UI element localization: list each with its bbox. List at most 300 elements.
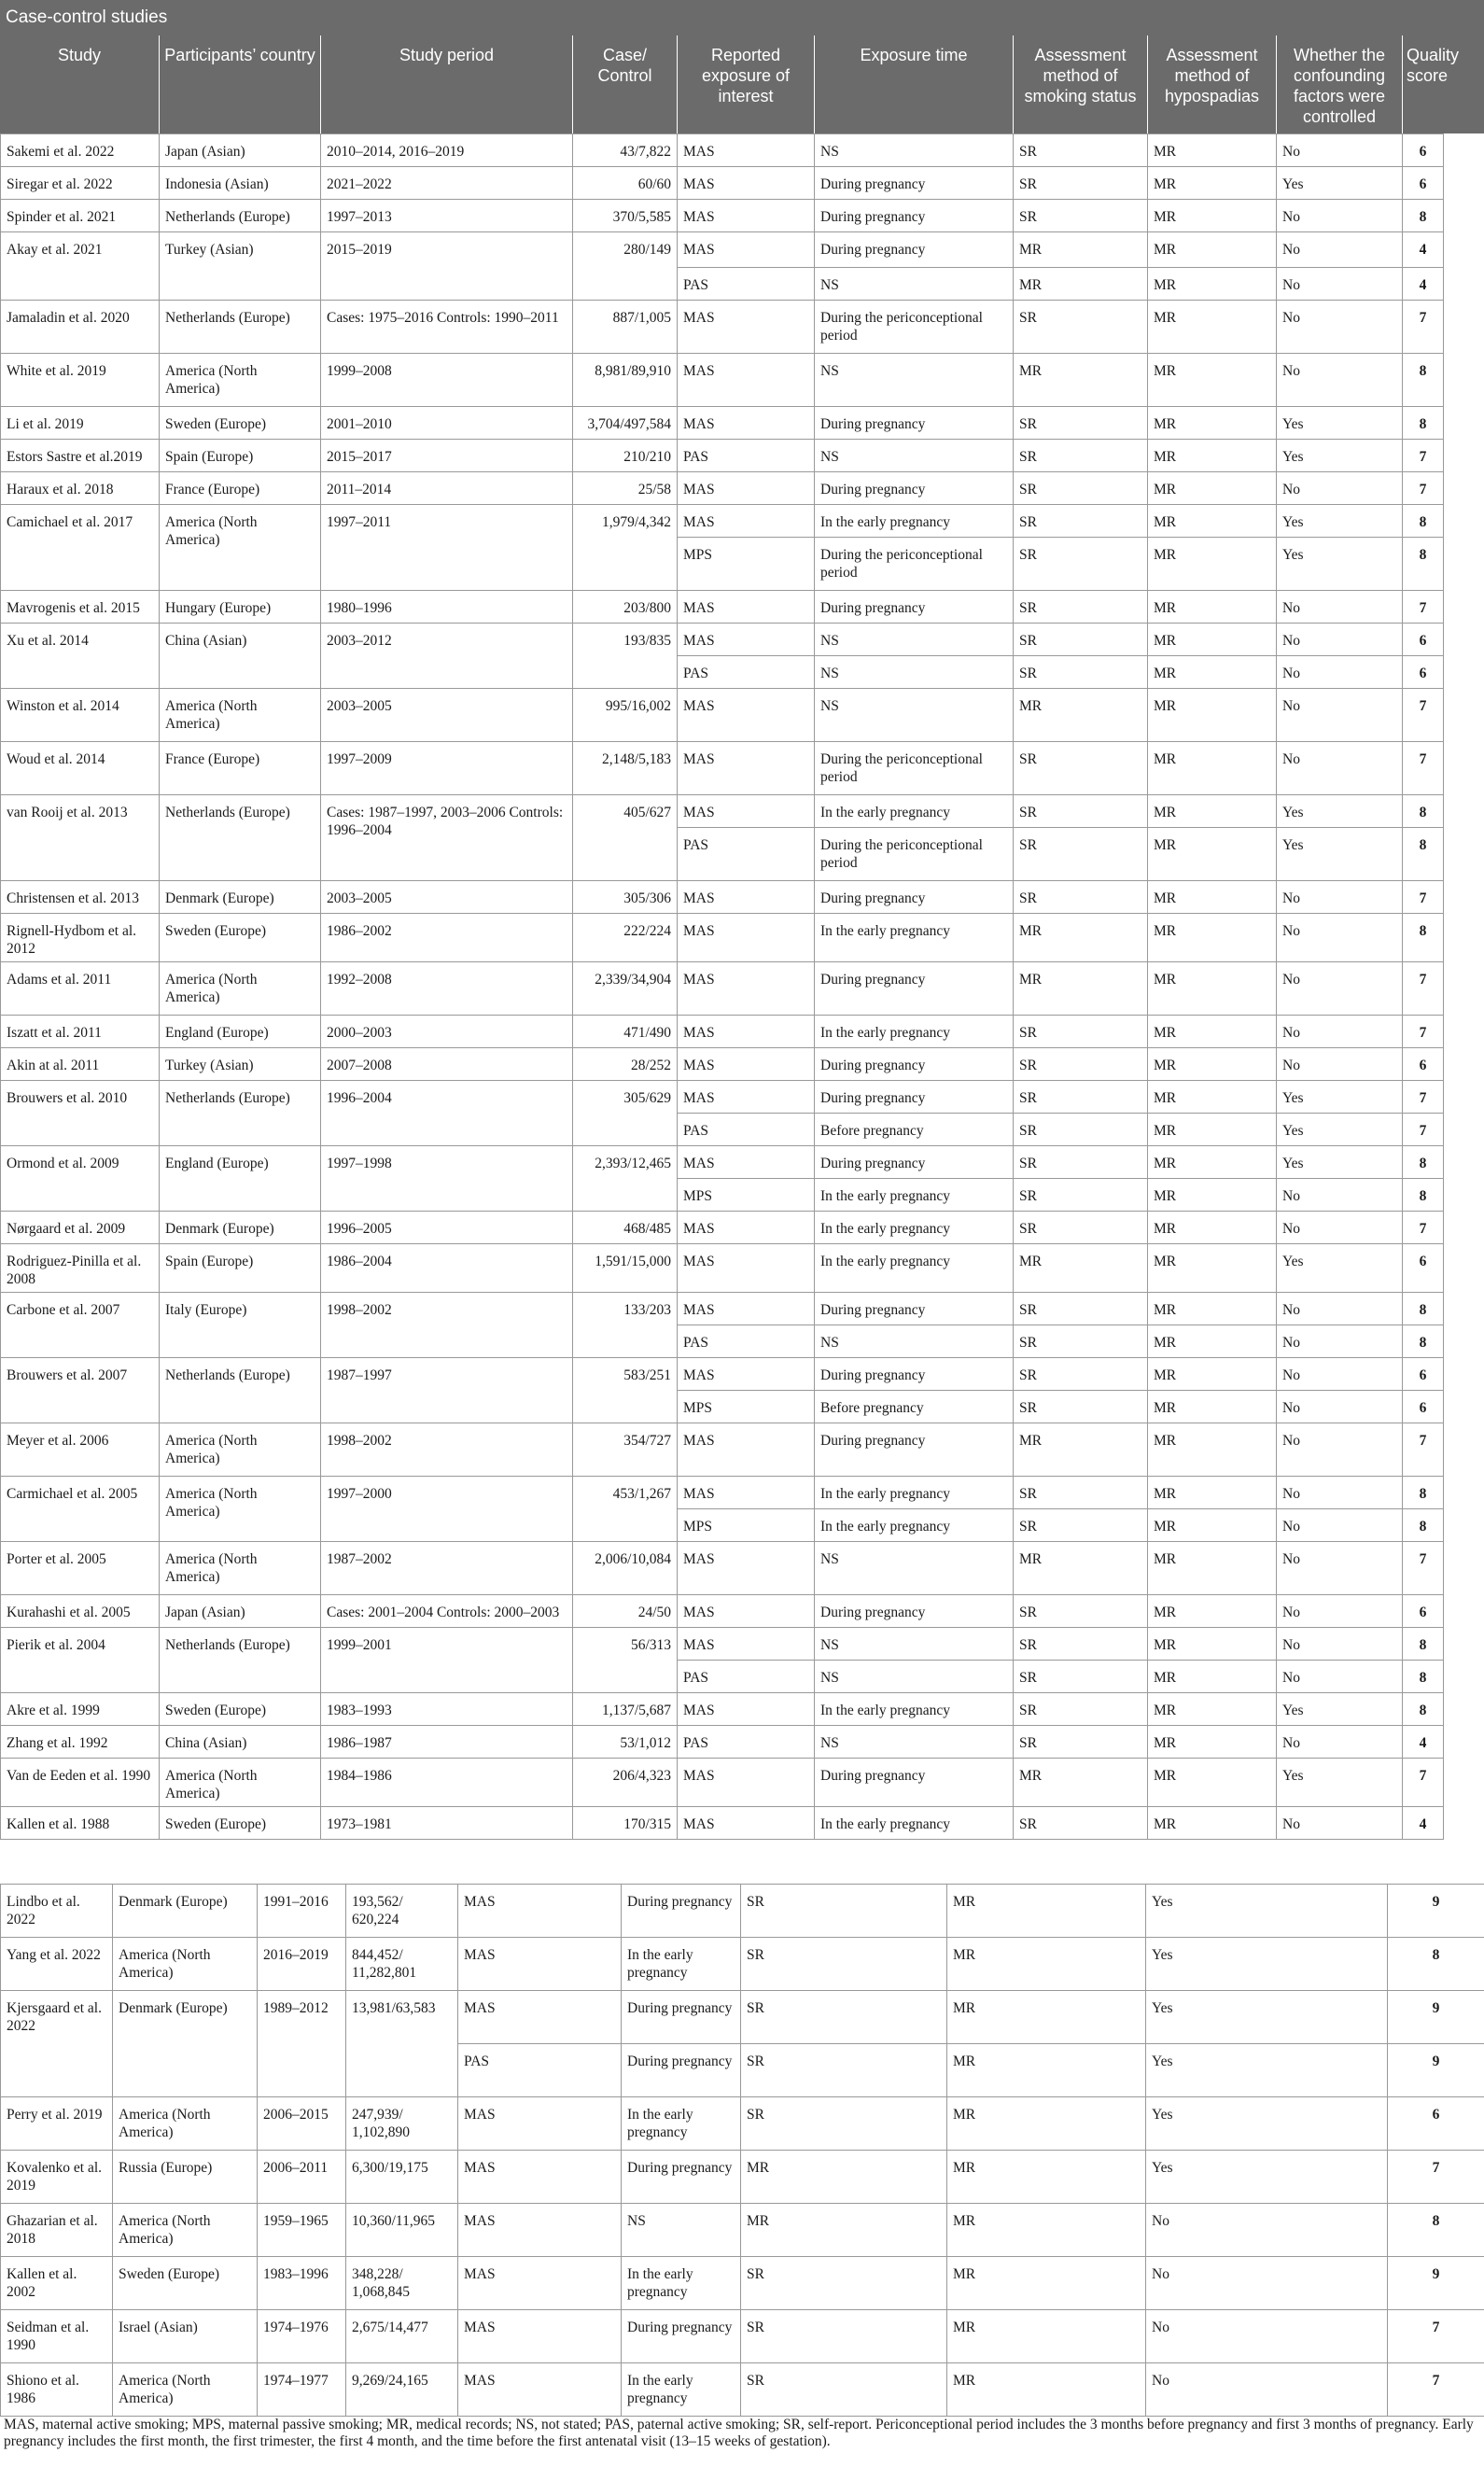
country-cell: Netherlands (Europe) — [160, 200, 321, 232]
exposure-cell: MAS — [678, 200, 815, 232]
confounders-cell: No — [1277, 1595, 1403, 1628]
study-cell: Lindbo et al. 2022 — [1, 1885, 113, 1938]
table-row — [1, 881, 1444, 914]
country-cell: Netherlands (Europe) — [160, 1081, 321, 1146]
period-cell: 1974–1976 — [258, 2310, 346, 2363]
case-control-cell: 887/1,005 — [573, 301, 678, 354]
exposure-cell: MAS — [458, 2151, 622, 2204]
confounders-cell: No — [1277, 1048, 1403, 1081]
hypospadias-assessment-cell: MR — [1148, 1807, 1277, 1840]
exposure-time-cell: During pregnancy — [815, 881, 1014, 914]
period-cell: 2006–2011 — [258, 2151, 346, 2204]
smoking-assessment-cell: SR — [1014, 134, 1148, 167]
hypospadias-assessment-cell: MR — [1148, 538, 1277, 591]
quality-score-cell: 4 — [1403, 1726, 1444, 1759]
country-cell: America (North America) — [113, 1938, 258, 1991]
quality-score-cell: 7 — [1403, 1081, 1444, 1114]
confounders-cell: Yes — [1277, 1693, 1403, 1726]
country-cell: America (North America) — [160, 962, 321, 1016]
quality-score-cell: 6 — [1403, 167, 1444, 200]
hypospadias-assessment-cell: MR — [947, 2257, 1146, 2310]
exposure-time-cell: During pregnancy — [815, 200, 1014, 232]
confounders-cell: No — [1277, 656, 1403, 689]
exposure-time-cell: During pregnancy — [815, 1759, 1014, 1807]
exposure-time-cell: During the periconceptional period — [815, 828, 1014, 881]
hypospadias-assessment-cell: MR — [1148, 472, 1277, 505]
period-cell: 2010–2014, 2016–2019 — [321, 134, 573, 167]
confounders-cell: Yes — [1277, 1759, 1403, 1807]
table-header — [0, 35, 1484, 133]
case-control-cell: 3,704/497,584 — [573, 407, 678, 440]
hypospadias-assessment-cell: MR — [1148, 1661, 1277, 1693]
case-control-cell: 210/210 — [573, 440, 678, 472]
study-cell: Iszatt et al. 2011 — [1, 1016, 160, 1048]
confounders-cell: No — [1277, 1726, 1403, 1759]
country-cell: Sweden (Europe) — [160, 1807, 321, 1840]
table-row — [1, 2151, 1484, 2204]
country-cell: Hungary (Europe) — [160, 591, 321, 624]
table-row — [1, 1595, 1444, 1628]
exposure-time-cell: During pregnancy — [815, 1048, 1014, 1081]
confounders-cell: No — [1277, 1807, 1403, 1840]
exposure-time-cell: In the early pregnancy — [622, 2257, 741, 2310]
hypospadias-assessment-cell: MR — [1148, 914, 1277, 962]
exposure-time-cell: During pregnancy — [815, 1595, 1014, 1628]
confounders-cell: No — [1277, 1293, 1403, 1325]
case-control-cell: 405/627 — [573, 795, 678, 881]
study-cell: Rodriguez-Pinilla et al. 2008 — [1, 1244, 160, 1293]
case-control-cell: 2,339/34,904 — [573, 962, 678, 1016]
case-control-cell: 354/727 — [573, 1423, 678, 1477]
smoking-assessment-cell: SR — [1014, 1048, 1148, 1081]
confounders-cell: No — [1277, 1542, 1403, 1595]
case-control-cell: 2,148/5,183 — [573, 742, 678, 795]
smoking-assessment-cell: MR — [1014, 1423, 1148, 1477]
header-confounders: Whether the confounding factors were controlled — [1276, 35, 1402, 133]
case-control-cell: 9,269/24,165 — [346, 2363, 458, 2417]
case-control-cell: 8,981/89,910 — [573, 354, 678, 407]
table-row — [1, 2204, 1484, 2257]
smoking-assessment-cell: SR — [1014, 1391, 1148, 1423]
smoking-assessment-cell: SR — [1014, 1628, 1148, 1661]
period-cell: 2003–2012 — [321, 624, 573, 689]
quality-score-cell: 6 — [1403, 656, 1444, 689]
confounders-cell: No — [1146, 2257, 1388, 2310]
country-cell: Sweden (Europe) — [160, 1693, 321, 1726]
exposure-time-cell: During the periconceptional period — [815, 301, 1014, 354]
smoking-assessment-cell: SR — [1014, 1016, 1148, 1048]
hypospadias-assessment-cell: MR — [1148, 232, 1277, 268]
country-cell: Spain (Europe) — [160, 1244, 321, 1293]
exposure-cell: PAS — [678, 268, 815, 301]
exposure-cell: MAS — [458, 1938, 622, 1991]
exposure-cell: PAS — [678, 440, 815, 472]
case-control-cell: 13,981/63,583 — [346, 1991, 458, 2097]
case-control-cell: 453/1,267 — [573, 1477, 678, 1542]
smoking-assessment-cell: SR — [741, 2044, 947, 2097]
study-cell: Shiono et al. 1986 — [1, 2363, 113, 2417]
exposure-cell: MAS — [678, 1807, 815, 1840]
quality-score-cell: 7 — [1403, 1114, 1444, 1146]
table-row — [1, 200, 1444, 232]
table-row — [1, 232, 1444, 268]
quality-score-cell: 9 — [1388, 2257, 1484, 2310]
smoking-assessment-cell: SR — [741, 2257, 947, 2310]
smoking-assessment-cell: SR — [1014, 1081, 1148, 1114]
study-cell: Perry et al. 2019 — [1, 2097, 113, 2151]
exposure-time-cell: During pregnancy — [815, 232, 1014, 268]
exposure-cell: MAS — [678, 795, 815, 828]
quality-score-cell: 8 — [1403, 505, 1444, 538]
table-row — [1, 472, 1444, 505]
exposure-cell: MAS — [678, 962, 815, 1016]
header-case-control: Case/ Control — [572, 35, 677, 133]
table-row — [1, 742, 1444, 795]
exposure-time-cell: During pregnancy — [815, 1293, 1014, 1325]
table-row — [1, 1693, 1444, 1726]
quality-score-cell: 4 — [1403, 1807, 1444, 1840]
header-exposure: Reported exposure of interest — [677, 35, 814, 133]
confounders-cell: Yes — [1277, 1114, 1403, 1146]
country-cell: America (North America) — [160, 1423, 321, 1477]
confounders-cell: No — [1146, 2363, 1388, 2417]
exposure-cell: MPS — [678, 1509, 815, 1542]
quality-score-cell: 4 — [1403, 268, 1444, 301]
smoking-assessment-cell: SR — [741, 1938, 947, 1991]
exposure-cell: MAS — [458, 1991, 622, 2044]
country-cell: Israel (Asian) — [113, 2310, 258, 2363]
hypospadias-assessment-cell: MR — [947, 1885, 1146, 1938]
case-control-cell: 43/7,822 — [573, 134, 678, 167]
country-cell: America (North America) — [160, 689, 321, 742]
confounders-cell: Yes — [1277, 407, 1403, 440]
country-cell: Japan (Asian) — [160, 1595, 321, 1628]
study-cell: Kallen et al. 1988 — [1, 1807, 160, 1840]
case-control-cell: 133/203 — [573, 1293, 678, 1358]
quality-score-cell: 9 — [1388, 1991, 1484, 2044]
study-cell: Winston et al. 2014 — [1, 689, 160, 742]
case-control-cell: 1,137/5,687 — [573, 1693, 678, 1726]
exposure-cell: MAS — [458, 2204, 622, 2257]
case-control-cell: 28/252 — [573, 1048, 678, 1081]
period-cell: Cases: 1987–1997, 2003–2006 Controls: 1996–2004 — [321, 795, 573, 881]
case-control-cell: 53/1,012 — [573, 1726, 678, 1759]
period-cell: 1983–1993 — [321, 1693, 573, 1726]
quality-score-cell: 7 — [1388, 2363, 1484, 2417]
smoking-assessment-cell: MR — [1014, 1244, 1148, 1293]
hypospadias-assessment-cell: MR — [1148, 1293, 1277, 1325]
smoking-assessment-cell: SR — [1014, 440, 1148, 472]
country-cell: Denmark (Europe) — [113, 1885, 258, 1938]
exposure-time-cell: During the periconceptional period — [815, 538, 1014, 591]
exposure-cell: MPS — [678, 1391, 815, 1423]
case-control-cell: 170/315 — [573, 1807, 678, 1840]
smoking-assessment-cell: MR — [1014, 354, 1148, 407]
country-cell: Indonesia (Asian) — [160, 167, 321, 200]
hypospadias-assessment-cell: MR — [947, 2097, 1146, 2151]
quality-score-cell: 6 — [1403, 1391, 1444, 1423]
study-cell: Akin at al. 2011 — [1, 1048, 160, 1081]
quality-score-cell: 7 — [1403, 1759, 1444, 1807]
hypospadias-assessment-cell: MR — [1148, 407, 1277, 440]
exposure-time-cell: During pregnancy — [622, 2044, 741, 2097]
exposure-cell: MAS — [678, 881, 815, 914]
exposure-time-cell: NS — [815, 1726, 1014, 1759]
case-control-cell: 583/251 — [573, 1358, 678, 1423]
case-control-cell: 193/835 — [573, 624, 678, 689]
exposure-cell: MAS — [678, 914, 815, 962]
hypospadias-assessment-cell: MR — [1148, 881, 1277, 914]
confounders-cell: No — [1277, 301, 1403, 354]
smoking-assessment-cell: SR — [1014, 1509, 1148, 1542]
confounders-cell: Yes — [1146, 1938, 1388, 1991]
quality-score-cell: 7 — [1403, 591, 1444, 624]
study-cell: Xu et al. 2014 — [1, 624, 160, 689]
case-control-cell: 206/4,323 — [573, 1759, 678, 1807]
quality-score-cell: 8 — [1388, 1938, 1484, 1991]
period-cell: 1986–1987 — [321, 1726, 573, 1759]
table-row — [1, 2310, 1484, 2363]
quality-score-cell: 8 — [1403, 200, 1444, 232]
smoking-assessment-cell: SR — [1014, 1146, 1148, 1179]
quality-score-cell: 8 — [1403, 1146, 1444, 1179]
smoking-assessment-cell: SR — [1014, 1595, 1148, 1628]
exposure-time-cell: During pregnancy — [815, 591, 1014, 624]
period-cell: 1997–2013 — [321, 200, 573, 232]
period-cell: 2011–2014 — [321, 472, 573, 505]
hypospadias-assessment-cell: MR — [1148, 1114, 1277, 1146]
quality-score-cell: 7 — [1403, 1542, 1444, 1595]
quality-score-cell: 8 — [1403, 407, 1444, 440]
exposure-time-cell: In the early pregnancy — [815, 1693, 1014, 1726]
exposure-time-cell: During pregnancy — [815, 1081, 1014, 1114]
period-cell: Cases: 1975–2016 Controls: 1990–2011 — [321, 301, 573, 354]
hypospadias-assessment-cell: MR — [1148, 828, 1277, 881]
quality-score-cell: 6 — [1403, 1244, 1444, 1293]
hypospadias-assessment-cell: MR — [1148, 354, 1277, 407]
quality-score-cell: 8 — [1403, 1325, 1444, 1358]
table-row — [1, 914, 1444, 962]
study-cell: Adams et al. 2011 — [1, 962, 160, 1016]
period-cell: 1983–1996 — [258, 2257, 346, 2310]
exposure-time-cell: In the early pregnancy — [815, 1509, 1014, 1542]
smoking-assessment-cell: SR — [1014, 505, 1148, 538]
hypospadias-assessment-cell: MR — [1148, 505, 1277, 538]
exposure-cell: MAS — [678, 1244, 815, 1293]
smoking-assessment-cell: MR — [1014, 689, 1148, 742]
case-control-cell: 471/490 — [573, 1016, 678, 1048]
case-control-cell: 10,360/11,965 — [346, 2204, 458, 2257]
country-cell: America (North America) — [113, 2204, 258, 2257]
table-row — [1, 167, 1444, 200]
smoking-assessment-cell: SR — [1014, 301, 1148, 354]
exposure-cell: MAS — [678, 407, 815, 440]
period-cell: 1973–1981 — [321, 1807, 573, 1840]
exposure-time-cell: NS — [815, 689, 1014, 742]
table-row — [1, 2097, 1484, 2151]
quality-score-cell: 8 — [1403, 828, 1444, 881]
header-quality: Quality score — [1402, 35, 1443, 133]
confounders-cell: Yes — [1277, 505, 1403, 538]
hypospadias-assessment-cell: MR — [1148, 1358, 1277, 1391]
hypospadias-assessment-cell: MR — [1148, 1146, 1277, 1179]
exposure-time-cell: In the early pregnancy — [622, 2097, 741, 2151]
exposure-cell: MAS — [678, 354, 815, 407]
table-row — [1, 1244, 1444, 1293]
exposure-cell: MAS — [678, 742, 815, 795]
hypospadias-assessment-cell: MR — [1148, 1509, 1277, 1542]
quality-score-cell: 8 — [1403, 538, 1444, 591]
smoking-assessment-cell: SR — [1014, 1477, 1148, 1509]
exposure-cell: MAS — [678, 301, 815, 354]
country-cell: Turkey (Asian) — [160, 1048, 321, 1081]
case-control-cell: 280/149 — [573, 232, 678, 301]
country-cell: America (North America) — [113, 2097, 258, 2151]
table-row — [1, 1807, 1444, 1840]
hypospadias-assessment-cell: MR — [1148, 962, 1277, 1016]
confounders-cell: No — [1277, 472, 1403, 505]
period-cell: 1987–2002 — [321, 1542, 573, 1595]
exposure-cell: MAS — [678, 232, 815, 268]
country-cell: England (Europe) — [160, 1146, 321, 1212]
study-cell: Spinder et al. 2021 — [1, 200, 160, 232]
case-control-cell: 247,939/ 1,102,890 — [346, 2097, 458, 2151]
period-cell: 1986–2002 — [321, 914, 573, 962]
confounders-cell: Yes — [1277, 1244, 1403, 1293]
study-cell: Ghazarian et al. 2018 — [1, 2204, 113, 2257]
study-cell: Porter et al. 2005 — [1, 1542, 160, 1595]
study-cell: Nørgaard et al. 2009 — [1, 1212, 160, 1244]
confounders-cell: Yes — [1146, 1885, 1388, 1938]
exposure-time-cell: In the early pregnancy — [815, 1179, 1014, 1212]
quality-score-cell: 8 — [1403, 1693, 1444, 1726]
country-cell: Sweden (Europe) — [160, 914, 321, 962]
period-cell: 2003–2005 — [321, 689, 573, 742]
study-cell: van Rooij et al. 2013 — [1, 795, 160, 881]
confounders-cell: No — [1146, 2204, 1388, 2257]
table-row — [1, 1628, 1444, 1661]
confounders-cell: Yes — [1277, 538, 1403, 591]
smoking-assessment-cell: SR — [1014, 1726, 1148, 1759]
period-cell: 1980–1996 — [321, 591, 573, 624]
confounders-cell: Yes — [1277, 167, 1403, 200]
exposure-cell: MAS — [678, 505, 815, 538]
hypospadias-assessment-cell: MR — [1148, 1423, 1277, 1477]
confounders-cell: No — [1277, 914, 1403, 962]
quality-score-cell: 6 — [1403, 134, 1444, 167]
smoking-assessment-cell: SR — [1014, 881, 1148, 914]
confounders-cell: Yes — [1277, 828, 1403, 881]
period-cell: 1997–2009 — [321, 742, 573, 795]
exposure-cell: MAS — [678, 1542, 815, 1595]
table-row — [1, 1146, 1444, 1179]
header-period: Study period — [320, 35, 572, 133]
exposure-time-cell: During pregnancy — [622, 1885, 741, 1938]
study-cell: Li et al. 2019 — [1, 407, 160, 440]
quality-score-cell: 7 — [1403, 1016, 1444, 1048]
period-cell: 2016–2019 — [258, 1938, 346, 1991]
case-control-cell: 348,228/ 1,068,845 — [346, 2257, 458, 2310]
period-cell: 1998–2002 — [321, 1423, 573, 1477]
exposure-time-cell: NS — [815, 1325, 1014, 1358]
exposure-cell: MAS — [678, 1016, 815, 1048]
smoking-assessment-cell: SR — [1014, 828, 1148, 881]
quality-score-cell: 8 — [1403, 1477, 1444, 1509]
period-cell: 1959–1965 — [258, 2204, 346, 2257]
confounders-cell: No — [1277, 1423, 1403, 1477]
country-cell: Denmark (Europe) — [113, 1991, 258, 2097]
exposure-cell: MAS — [678, 1477, 815, 1509]
hypospadias-assessment-cell: MR — [1148, 1693, 1277, 1726]
case-control-cell: 2,675/14,477 — [346, 2310, 458, 2363]
table-row — [1, 354, 1444, 407]
study-cell: Siregar et al. 2022 — [1, 167, 160, 200]
hypospadias-assessment-cell: MR — [1148, 742, 1277, 795]
country-cell: Netherlands (Europe) — [160, 1628, 321, 1693]
exposure-time-cell: During pregnancy — [815, 1146, 1014, 1179]
smoking-assessment-cell: MR — [1014, 1759, 1148, 1807]
study-cell: Haraux et al. 2018 — [1, 472, 160, 505]
exposure-cell: MAS — [678, 1081, 815, 1114]
country-cell: Netherlands (Europe) — [160, 795, 321, 881]
confounders-cell: No — [1277, 1016, 1403, 1048]
exposure-cell: PAS — [678, 1325, 815, 1358]
country-cell: America (North America) — [160, 1759, 321, 1807]
exposure-time-cell: During pregnancy — [622, 1991, 741, 2044]
header-exposure-time: Exposure time — [814, 35, 1013, 133]
country-cell: France (Europe) — [160, 742, 321, 795]
period-cell: 1997–2011 — [321, 505, 573, 591]
country-cell: England (Europe) — [160, 1016, 321, 1048]
quality-score-cell: 8 — [1403, 1179, 1444, 1212]
hypospadias-assessment-cell: MR — [1148, 656, 1277, 689]
study-cell: Jamaladin et al. 2020 — [1, 301, 160, 354]
study-cell: Brouwers et al. 2010 — [1, 1081, 160, 1146]
case-control-cell: 193,562/ 620,224 — [346, 1885, 458, 1938]
exposure-cell: MAS — [678, 1048, 815, 1081]
hypospadias-assessment-cell: MR — [947, 1938, 1146, 1991]
exposure-cell: MAS — [678, 1423, 815, 1477]
period-cell: 1997–1998 — [321, 1146, 573, 1212]
exposure-time-cell: In the early pregnancy — [815, 795, 1014, 828]
smoking-assessment-cell: SR — [741, 2363, 947, 2417]
exposure-cell: PAS — [678, 828, 815, 881]
smoking-assessment-cell: MR — [1014, 962, 1148, 1016]
confounders-cell: Yes — [1277, 795, 1403, 828]
study-cell: Meyer et al. 2006 — [1, 1423, 160, 1477]
period-cell: 1974–1977 — [258, 2363, 346, 2417]
study-cell: Seidman et al. 1990 — [1, 2310, 113, 2363]
country-cell: Netherlands (Europe) — [160, 1358, 321, 1423]
hypospadias-assessment-cell: MR — [1148, 200, 1277, 232]
exposure-time-cell: NS — [815, 1661, 1014, 1693]
confounders-cell: No — [1277, 962, 1403, 1016]
hypospadias-assessment-cell: MR — [947, 2204, 1146, 2257]
hypospadias-assessment-cell: MR — [1148, 1542, 1277, 1595]
period-cell: 1992–2008 — [321, 962, 573, 1016]
quality-score-cell: 7 — [1403, 962, 1444, 1016]
exposure-time-cell: NS — [815, 134, 1014, 167]
table-row — [1, 1885, 1484, 1938]
exposure-cell: MAS — [678, 1693, 815, 1726]
exposure-cell: MPS — [678, 1179, 815, 1212]
hypospadias-assessment-cell: MR — [947, 2044, 1146, 2097]
exposure-time-cell: NS — [815, 1628, 1014, 1661]
quality-score-cell: 7 — [1403, 689, 1444, 742]
case-control-cell: 24/50 — [573, 1595, 678, 1628]
quality-score-cell: 7 — [1403, 881, 1444, 914]
exposure-time-cell: Before pregnancy — [815, 1391, 1014, 1423]
